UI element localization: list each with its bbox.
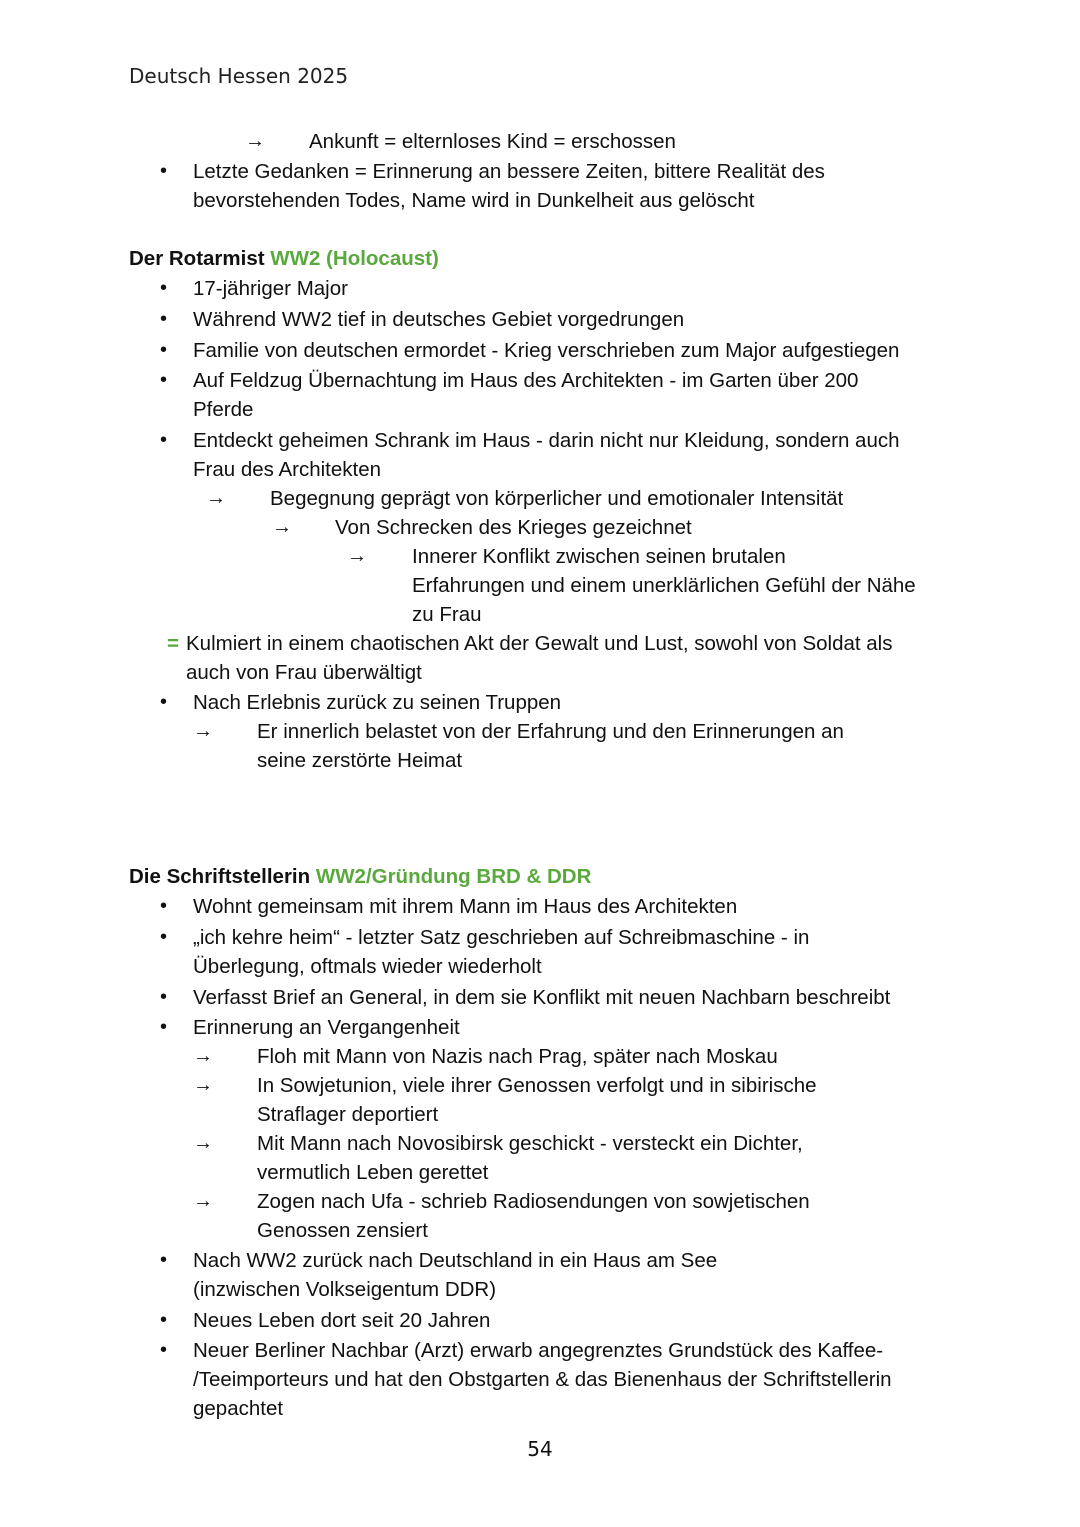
section-tag: WW2 (Holocaust) <box>270 247 439 270</box>
page-header: Deutsch Hessen 2025 <box>129 64 349 88</box>
arrow-text: Innerer Konflikt zwischen seinen brutalen <box>412 545 786 568</box>
list-item: Während WW2 tief in deutsches Gebiet vorgedrungen <box>193 308 685 331</box>
list-item: Nach Erlebnis zurück zu seinen Truppen <box>193 691 562 714</box>
list-item: „ich kehre heim“ - letzter Satz geschrieben auf Schreibmaschine - in <box>193 926 810 949</box>
list-item: 17-jähriger Major <box>193 277 348 300</box>
arrow-text-cont: vermutlich Leben gerettet <box>257 1161 489 1184</box>
bullet-icon: • <box>160 277 168 299</box>
list-item: Verfasst Brief an General, in dem sie Konflikt mit neuen Nachbarn beschreibt <box>193 986 891 1009</box>
list-item: Wohnt gemeinsam mit ihrem Mann im Haus des Architekten <box>193 895 738 918</box>
bullet-icon: • <box>160 1016 168 1038</box>
arrow-text: Er innerlich belastet von der Erfahrung und den Erinnerungen an <box>257 720 844 743</box>
arrow-icon: → <box>245 130 265 152</box>
section-title: Die Schriftstellerin <box>129 865 311 888</box>
bullet-icon: • <box>160 308 168 330</box>
conclusion-text-cont: auch von Frau überwältigt <box>186 661 422 684</box>
page-number: 54 <box>527 1437 553 1461</box>
arrow-text-cont: seine zerstörte Heimat <box>257 749 463 772</box>
arrow-text-cont: Erfahrungen und einem unerklärlichen Gefühl der Nähe <box>412 574 916 597</box>
arrow-text-cont: zu Frau <box>412 603 482 626</box>
section-heading-schriftstellerin <box>129 862 591 891</box>
list-item-cont: bevorstehenden Todes, Name wird in Dunkelheit aus gelöscht <box>193 189 755 212</box>
list-item: Nach WW2 zurück nach Deutschland in ein Haus am See <box>193 1249 718 1272</box>
list-item: Neues Leben dort seit 20 Jahren <box>193 1309 491 1332</box>
arrow-icon: → <box>347 545 367 567</box>
section-tag: WW2/Gründung BRD & DDR <box>315 865 592 888</box>
arrow-text-cont: Genossen zensiert <box>257 1219 428 1242</box>
list-item-cont: (inzwischen Volkseigentum DDR) <box>193 1278 497 1301</box>
bullet-icon: • <box>160 429 168 451</box>
list-item-cont: Frau des Architekten <box>193 458 382 481</box>
arrow-text: Zogen nach Ufa - schrieb Radiosendungen von sowjetischen <box>257 1190 810 1213</box>
bullet-icon: • <box>160 895 168 917</box>
equals-marker: = <box>167 632 179 655</box>
bullet-icon: • <box>160 1249 168 1271</box>
arrow-icon: → <box>193 1045 213 1067</box>
section-heading-rotarmist <box>129 244 439 273</box>
arrow-text: Floh mit Mann von Nazis nach Prag, später nach Moskau <box>257 1045 778 1068</box>
section-title: Der Rotarmist <box>129 247 265 270</box>
list-item-cont: /Teeimporteurs und hat den Obstgarten & das Bienenhaus der Schriftstellerin <box>193 1368 892 1391</box>
arrow-text: In Sowjetunion, viele ihrer Genossen verfolgt und in sibirische <box>257 1074 817 1097</box>
arrow-text: Von Schrecken des Krieges gezeichnet <box>335 516 692 539</box>
list-item-cont: Überlegung, oftmals wieder wiederholt <box>193 955 542 978</box>
list-item: Entdeckt geheimen Schrank im Haus - darin nicht nur Kleidung, sondern auch <box>193 429 900 452</box>
bullet-icon: • <box>160 339 168 361</box>
list-item: Erinnerung an Vergangenheit <box>193 1016 460 1039</box>
bullet-icon: • <box>160 1309 168 1331</box>
arrow-icon: → <box>206 487 226 509</box>
arrow-icon: → <box>193 720 213 742</box>
arrow-icon: → <box>193 1190 213 1212</box>
arrow-text-cont: Straflager deportiert <box>257 1103 439 1126</box>
arrow-text: Mit Mann nach Novosibirsk geschickt - versteckt ein Dichter, <box>257 1132 803 1155</box>
list-item: Letzte Gedanken = Erinnerung an bessere Zeiten, bittere Realität des <box>193 160 825 183</box>
list-item-cont: Pferde <box>193 398 254 421</box>
bullet-icon: • <box>160 986 168 1008</box>
conclusion-text: Kulmiert in einem chaotischen Akt der Gewalt und Lust, sowohl von Soldat als <box>186 632 893 655</box>
list-item: Neuer Berliner Nachbar (Arzt) erwarb angegrenztes Grundstück des Kaffee- <box>193 1339 884 1362</box>
list-item-cont: gepachtet <box>193 1397 284 1420</box>
arrow-icon: → <box>272 516 292 538</box>
bullet-icon: • <box>160 369 168 391</box>
arrow-icon: → <box>193 1074 213 1096</box>
list-item: Familie von deutschen ermordet - Krieg verschrieben zum Major aufgestiegen <box>193 339 900 362</box>
arrow-text: Ankunft = elternloses Kind = erschossen <box>309 130 676 153</box>
arrow-text: Begegnung geprägt von körperlicher und emotionaler Intensität <box>270 487 844 510</box>
bullet-icon: • <box>160 691 168 713</box>
arrow-icon: → <box>193 1132 213 1154</box>
bullet-icon: • <box>160 1339 168 1361</box>
bullet-icon: • <box>160 926 168 948</box>
list-item: Auf Feldzug Übernachtung im Haus des Architekten - im Garten über 200 <box>193 369 859 392</box>
bullet-icon: • <box>160 160 168 182</box>
